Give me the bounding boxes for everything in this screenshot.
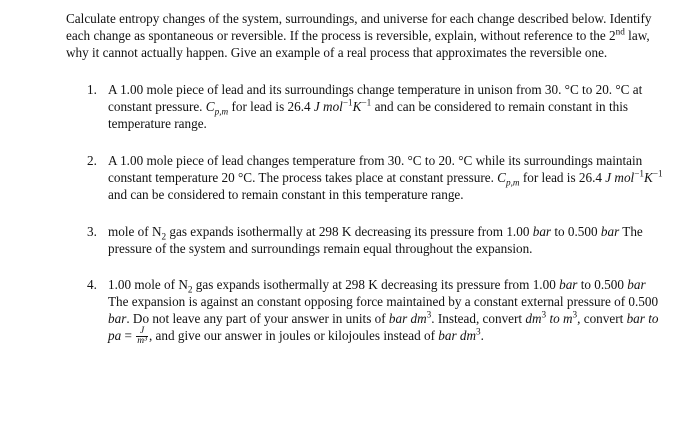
problem-text: The expansion is against an constant opposing force maintained by a constant external pressure of 0.500 [108,294,659,309]
problem-text: . Do not leave any part of your answer in units of [126,311,389,326]
problem-number: 4. [87,277,97,292]
problem-text: mole of N [108,224,162,239]
unit-text: bar to pa [108,311,659,343]
problem-text: , convert [577,311,627,326]
problem-sheet [66,10,666,346]
instructions-text-cont: law, why it cannot actually happen. Give an example of a real process that approximates the reversible one. [66,28,650,60]
unit-text: bar [627,277,646,292]
heat-capacity-subscript: p,m [214,106,229,117]
ordinal-superscript: nd [615,26,625,37]
problem-text: to 0.500 [577,277,628,292]
unit-exponent: −1 [652,168,663,179]
problem-text: . [480,328,484,343]
problem-text: = [121,328,136,343]
unit-text: bar [108,311,127,326]
unit-text: to m [546,311,573,326]
formula-subscript: 2 [187,284,193,295]
unit-text: J mol [605,170,635,185]
heat-capacity-subscript: p,m [505,177,520,188]
unit-text: bar [600,224,620,239]
instructions-text: Calculate entropy changes of the system, surroundings, and universe for each change described below. Identify each change as spontaneous or reversible. If the process is reversible, explain, without reference to the 2 [66,11,652,43]
unit-fraction [136,327,148,346]
problem-number: 3. [87,224,97,239]
problem-text: and can be considered to remain constant in this temperature range. [108,99,628,131]
problem-text: A 1.00 mole piece of lead changes temperature from 30. °C to 20. °C while its surroundings maintain constant temperature 20 °C. The process takes place at constant pressure. [108,153,643,185]
problem-text: for lead is 26.4 [228,99,314,114]
fraction-numerator: J [136,327,148,337]
problem-item-4 [66,276,666,346]
unit-text: bar [559,277,578,292]
problem-text: . Instead, convert [431,311,526,326]
problem-list [66,81,666,346]
unit-text: J mol [313,99,343,114]
heat-capacity-symbol: C [205,99,215,114]
problem-item-3 [66,223,666,257]
problem-text: and can be considered to remain constant in this temperature range. [108,187,464,202]
unit-text: K [352,99,362,114]
problem-text: The pressure of the system and surroundings remain equal throughout the expansion. [108,224,643,256]
problem-item-1 [66,81,666,132]
unit-exponent: 3 [541,309,547,320]
unit-text: bar [532,224,552,239]
unit-exponent: 3 [426,309,432,320]
heat-capacity-symbol: C [497,170,506,185]
problem-text: gas expands isothermally at 298 K decreasing its pressure from 1.00 [166,224,533,239]
unit-text: bar dm [438,328,477,343]
unit-text: dm [525,311,542,326]
unit-exponent: −1 [342,97,353,108]
unit-exponent: −1 [634,168,645,179]
unit-exponent: 3 [476,326,481,337]
formula-subscript: 2 [161,231,167,242]
problem-text: for lead is 26.4 [519,170,606,185]
problem-text: A 1.00 mole piece of lead and its surroundings change temperature in unison from 30. °C to 20. °C at constant pressure. [108,82,643,114]
instructions-paragraph [66,10,666,61]
problem-text: 1.00 mole of N [108,277,188,292]
unit-exponent: 3 [572,309,578,320]
problem-item-2 [66,152,666,203]
fraction-denominator: m³ [137,336,147,347]
problem-number: 2. [87,153,97,168]
problem-number: 1. [87,82,97,97]
unit-text: K [644,170,653,185]
unit-text: bar dm [388,311,427,326]
problem-text: to 0.500 [551,224,601,239]
problem-text: , and give our answer in joules or kilojoules instead of [148,328,439,343]
unit-exponent: −1 [361,97,372,108]
problem-text: gas expands isothermally at 298 K decreasing its pressure from 1.00 [192,277,560,292]
